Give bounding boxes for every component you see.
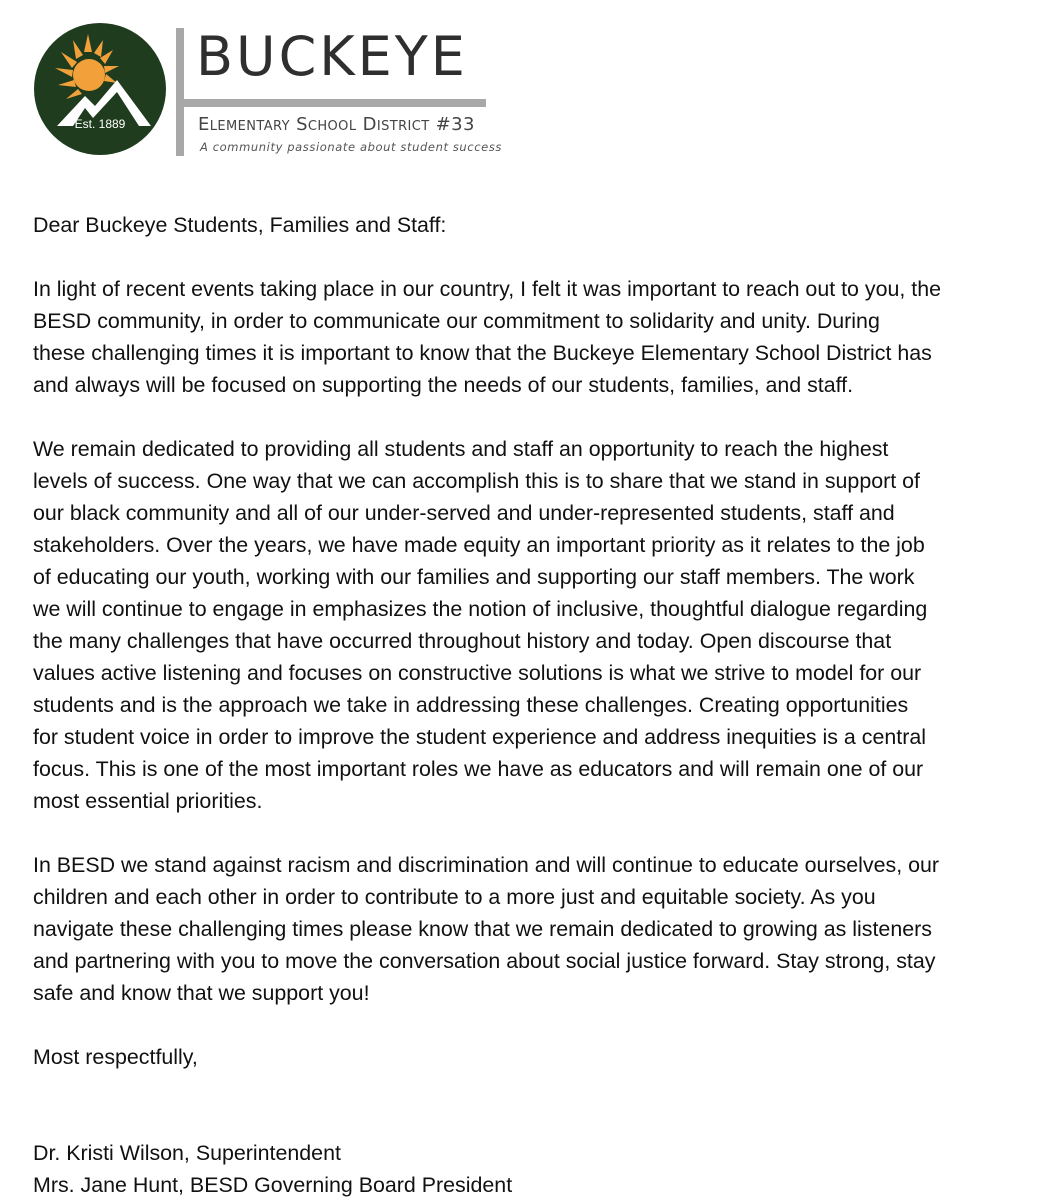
paragraph-line: values active listening and focuses on constructive solutions is what we strive to model for our bbox=[33, 661, 922, 685]
paragraph-line: safe and know that we support you! bbox=[33, 981, 370, 1005]
paragraph-1 bbox=[33, 273, 1023, 401]
paragraph-line: the many challenges that have occurred throughout history and today. Open discourse that bbox=[33, 629, 892, 653]
paragraph-line: BESD community, in order to communicate our commitment to solidarity and unity. During bbox=[33, 309, 880, 333]
wordmark-rule-horizontal bbox=[176, 99, 486, 107]
paragraph-line: stakeholders. Over the years, we have made equity an important priority as it relates to the job bbox=[33, 533, 925, 557]
signatory-superintendent: Dr. Kristi Wilson, Superintendent bbox=[33, 1141, 341, 1165]
paragraph-line: and partnering with you to move the conversation about social justice forward. Stay strong, stay bbox=[33, 949, 936, 973]
district-name: BUCKEYE bbox=[196, 25, 468, 88]
signatory-board-president: Mrs. Jane Hunt, BESD Governing Board President bbox=[33, 1173, 513, 1197]
paragraph-line: our black community and all of our under-served and under-represented students, staff and bbox=[33, 501, 895, 525]
paragraph-line: We remain dedicated to providing all students and staff an opportunity to reach the highest bbox=[33, 437, 889, 461]
paragraph-line: we will continue to engage in emphasizes the notion of inclusive, thoughtful dialogue regarding bbox=[33, 597, 928, 621]
paragraph-line: these challenging times it is important to know that the Buckeye Elementary School District has bbox=[33, 341, 932, 365]
paragraph-line: In light of recent events taking place in our country, I felt it was important to reach out to you, the bbox=[33, 277, 942, 301]
district-seal-logo bbox=[33, 22, 167, 156]
district-subtitle: Elementary School District #33 bbox=[198, 114, 475, 135]
letterhead bbox=[0, 0, 1038, 170]
seal-text: Est. 1889 bbox=[74, 117, 126, 131]
paragraph-line: navigate these challenging times please know that we remain dedicated to growing as listeners bbox=[33, 917, 932, 941]
paragraph-line: of educating our youth, working with our families and supporting our staff members. The work bbox=[33, 565, 915, 589]
paragraph-line: students and is the approach we take in addressing these challenges. Creating opportunities bbox=[33, 693, 909, 717]
paragraph-3 bbox=[33, 849, 1023, 1009]
wordmark-rule-vertical bbox=[176, 28, 184, 156]
paragraph-line: levels of success. One way that we can accomplish this is to share that we stand in support of bbox=[33, 469, 920, 493]
paragraph-line: In BESD we stand against racism and discrimination and will continue to educate ourselves, our bbox=[33, 853, 940, 877]
paragraph-line: for student voice in order to improve the student experience and address inequities is a central bbox=[33, 725, 926, 749]
paragraph-line: children and each other in order to contribute to a more just and equitable society. As you bbox=[33, 885, 876, 909]
signatories bbox=[33, 1137, 1023, 1201]
district-wordmark bbox=[176, 25, 503, 160]
district-tagline: A community passionate about student success bbox=[200, 140, 503, 154]
paragraph-2 bbox=[33, 433, 1023, 817]
salutation: Dear Buckeye Students, Families and Staff: bbox=[33, 213, 447, 237]
paragraph-line: focus. This is one of the most important roles we have as educators and will remain one of our bbox=[33, 757, 924, 781]
closing: Most respectfully, bbox=[33, 1045, 198, 1069]
paragraph-line: most essential priorities. bbox=[33, 789, 263, 813]
paragraph-line: and always will be focused on supporting the needs of our students, families, and staff. bbox=[33, 373, 854, 397]
letter-body bbox=[33, 209, 1023, 1201]
